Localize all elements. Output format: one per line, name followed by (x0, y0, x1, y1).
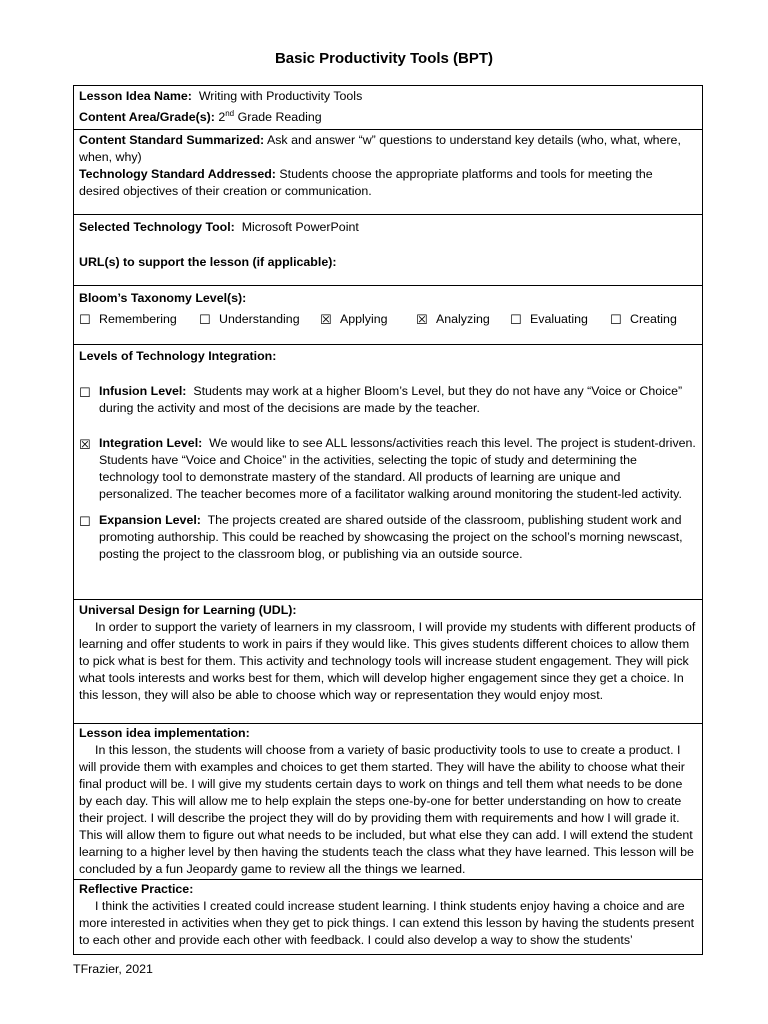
level-name: Infusion Level: (99, 384, 187, 398)
checkbox-checked-icon[interactable]: ☒ (79, 437, 91, 452)
footer-author: TFrazier, 2021 (73, 962, 153, 976)
reflective-section (74, 880, 702, 954)
checkbox-icon[interactable]: ☐ (610, 312, 622, 327)
content-standard (79, 132, 696, 166)
level-expansion (79, 512, 696, 563)
udl-text: In order to support the variety of learners in my classroom, I will provide my students with different products of learning and offer students to work in pairs if they would like. This gives students different choices to allow them to pick what is best for them. This activity and technology tools will increase student engagement. They will pick what tools interests and works best for them, which will develop higher engagement since they get a choice. In this lesson, they will also be able to choose which way or representation they would enjoy most. (79, 620, 696, 702)
bloom-option-remembering[interactable]: ☐ Remembering (79, 312, 177, 327)
checkbox-icon[interactable]: ☐ (510, 312, 522, 327)
checkbox-checked-icon[interactable]: ☒ (416, 312, 428, 327)
implementation-text: In this lesson, the students will choose from a variety of basic productivity tools to use to create a product. I will provide them with examples and choices to get them started. They will have the ability to choose what their final product will be. I will give my students certain days to work on things and tell them what needs to be done by each day. This will allow me to help explain the steps one-by-one for better understanding on how to create their project. I will describe the project they will do by providing them with requirements and how I will grade it. This will allow them to figure out what needs to be included, but what else they can add. I will extend the student learning to a higher level by then having the students teach the class what they have learned. This lesson will be concluded by a fun Jeopardy game to review all the things we learned. (79, 743, 694, 876)
lesson-name-label: Lesson Idea Name: (79, 89, 192, 103)
bloom-option-applying[interactable]: ☒ Applying (320, 312, 388, 327)
level-description: The projects created are shared outside of the classroom, publishing student work and promoting authorship. This could be reached by showcasing the project on the school’s morning newscast, posting the project to the classroom blog, or publishing via an outside source. (99, 513, 683, 561)
standards-section (74, 130, 702, 215)
tool-row (79, 219, 696, 236)
bloom-option-evaluating[interactable]: ☐ Evaluating (510, 312, 588, 327)
bloom-option-understanding[interactable]: ☐ Understanding (199, 312, 300, 327)
lesson-info-section (74, 86, 702, 130)
checkbox-icon[interactable]: ☐ (79, 385, 91, 400)
tool-label: Selected Technology Tool: (79, 220, 235, 234)
level-name: Integration Level: (99, 436, 203, 450)
lesson-plan-form (73, 85, 703, 955)
checkbox-icon[interactable]: ☐ (199, 312, 211, 327)
udl-label: Universal Design for Learning (UDL): (79, 603, 297, 617)
lesson-name-row (79, 88, 696, 105)
grade-label: Content Area/Grade(s): (79, 110, 215, 124)
bloom-label: Bloom’s Taxonomy Level(s): (79, 291, 247, 305)
technology-tool-section (74, 215, 702, 286)
reflective-label: Reflective Practice: (79, 882, 194, 896)
grade-suffix: nd (225, 108, 235, 118)
bloom-options (79, 311, 696, 328)
tool-value: Microsoft PowerPoint (241, 220, 359, 234)
url-label: URL(s) to support the lesson (if applicable): (79, 255, 337, 269)
technology-standard (79, 166, 696, 200)
bloom-section (74, 286, 702, 345)
checkbox-checked-icon[interactable]: ☒ (320, 312, 332, 327)
technology-standard-label: Technology Standard Addressed: (79, 167, 276, 181)
implementation-section (74, 724, 702, 880)
lesson-name-value: Writing with Productivity Tools (198, 89, 363, 103)
grade-number: 2 (218, 110, 226, 124)
implementation-label: Lesson idea implementation: (79, 726, 250, 740)
level-description: We would like to see ALL lessons/activities reach this level. The project is student-driven. Students have “Voice and Choice” in the activities, selecting the topic of study and determining the technology tool to demonstrate mastery of the standard. All products of learning are unique and personalized. The teacher becomes more of a facilitator walking around monitoring the student-led activity. (99, 436, 696, 501)
checkbox-icon[interactable]: ☐ (79, 312, 91, 327)
technology-standard-text: Students choose the appropriate platforms and tools for meeting the desired objectives of their creation or communication. (79, 167, 653, 198)
level-name: Expansion Level: (99, 513, 201, 527)
udl-section (74, 600, 702, 724)
page-title: Basic Productivity Tools (BPT) (274, 50, 494, 67)
bloom-option-creating[interactable]: ☐ Creating (610, 312, 677, 327)
content-standard-text: Ask and answer “w” questions to understand key details (who, what, where, when, why) (79, 133, 681, 164)
grade-subject: Grade Reading (237, 110, 322, 124)
level-infusion (79, 383, 696, 417)
integration-label: Levels of Technology Integration: (79, 349, 277, 363)
reflective-text: I think the activities I created could increase student learning. I think students enjoy having a choice and are more interested in activities when they get to pick things. I can extend this lesson by having the students present to each other and provide each other with feedback. I could also develop a way to show the students’ (79, 899, 695, 947)
checkbox-icon[interactable]: ☐ (79, 514, 91, 529)
grade-row (79, 109, 696, 126)
integration-section (74, 345, 702, 600)
content-standard-label: Content Standard Summarized: (79, 133, 265, 147)
level-integration (79, 435, 696, 503)
level-description: Students may work at a higher Bloom’s Level, but they do not have any “Voice or Choice” during the activity and most of the decisions are made by the teacher. (99, 384, 683, 415)
bloom-option-analyzing[interactable]: ☒ Analyzing (416, 312, 490, 327)
